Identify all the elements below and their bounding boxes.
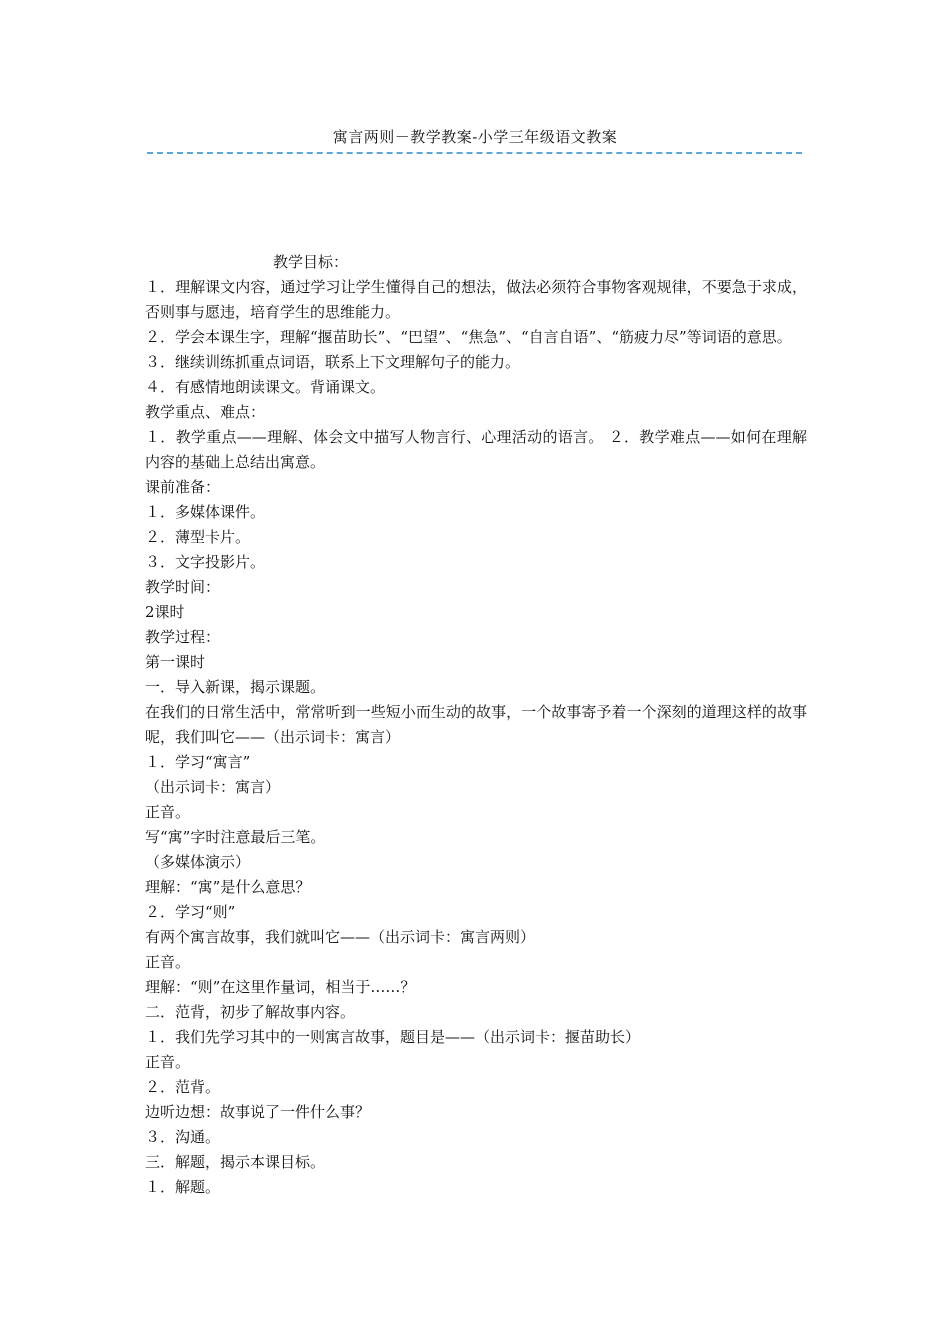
- section-heading: 教学重点、难点：: [145, 403, 266, 421]
- document-title: 寓言两则－教学教案-小学三年级语文教案: [332, 128, 618, 146]
- paragraph: ２．学习“则”: [145, 903, 236, 921]
- section-heading: 课前准备：: [145, 478, 221, 496]
- paragraph: 三．解题，揭示本课目标。: [145, 1153, 326, 1171]
- paragraph: （出示词卡：寓言）: [145, 778, 281, 796]
- paragraph: ３．继续训练抓重点词语，联系上下文理解句子的能力。: [145, 353, 521, 371]
- paragraph: 二．范背，初步了解故事内容。: [145, 1003, 356, 1021]
- paragraph: ２．学会本课生字，理解“揠苗助长”、“巴望”、“焦急”、“自言自语”、“筋疲力尽”等词语的意思。: [145, 328, 792, 346]
- section-heading: 教学过程：: [145, 628, 221, 646]
- paragraph: 一．导入新课，揭示课题。: [145, 678, 326, 696]
- paragraph: ３．沟通。: [145, 1128, 221, 1146]
- paragraph: １．我们先学习其中的一则寓言故事，题目是——（出示词卡：揠苗助长）: [145, 1028, 641, 1046]
- paragraph: １．学习“寓言”: [145, 753, 251, 771]
- paragraph: ３．文字投影片。: [145, 553, 266, 571]
- paragraph: 写“寓”字时注意最后三笔。: [145, 828, 326, 846]
- paragraph: １．教学重点——理解、体会文中描写人物言行、心理活动的语言。 ２．教学难点——如何在理解内容的基础上总结出寓意。: [145, 428, 807, 471]
- paragraph: 理解：“寓”是什么意思？: [145, 878, 311, 896]
- paragraph: 在我们的日常生活中，常常听到一些短小而生动的故事，一个故事寄予着一个深刻的道理这样的故事呢，我们叫它——（出示词卡：寓言）: [145, 703, 807, 746]
- section-heading: 教学时间：: [145, 578, 221, 596]
- paragraph: 正音。: [145, 1053, 191, 1071]
- document-body: [145, 250, 807, 1200]
- section-heading: 第一课时: [145, 653, 206, 671]
- paragraph: 有两个寓言故事，我们就叫它——（出示词卡：寓言两则）: [145, 928, 536, 946]
- paragraph: ２．薄型卡片。: [145, 528, 251, 546]
- paragraph: 理解：“则”在这里作量词，相当于……？: [145, 978, 416, 996]
- title-divider: [147, 152, 802, 154]
- paragraph: 正音。: [145, 803, 191, 821]
- paragraph: ４．有感情地朗读课文。背诵课文。: [145, 378, 386, 396]
- paragraph: ２．范背。: [145, 1078, 221, 1096]
- paragraph: １．多媒体课件。: [145, 503, 266, 521]
- paragraph: 2课时: [145, 603, 185, 621]
- section-heading-objectives: 教学目标：: [273, 253, 349, 271]
- paragraph: 正音。: [145, 953, 191, 971]
- paragraph: １．理解课文内容，通过学习让学生懂得自己的想法，做法必须符合事物客观规律，不要急于求成，否则事与愿违，培育学生的思维能力。: [145, 278, 807, 321]
- paragraph: 边听边想：故事说了一件什么事？: [145, 1103, 371, 1121]
- paragraph: （多媒体演示）: [145, 853, 251, 871]
- paragraph: １．解题。: [145, 1178, 221, 1196]
